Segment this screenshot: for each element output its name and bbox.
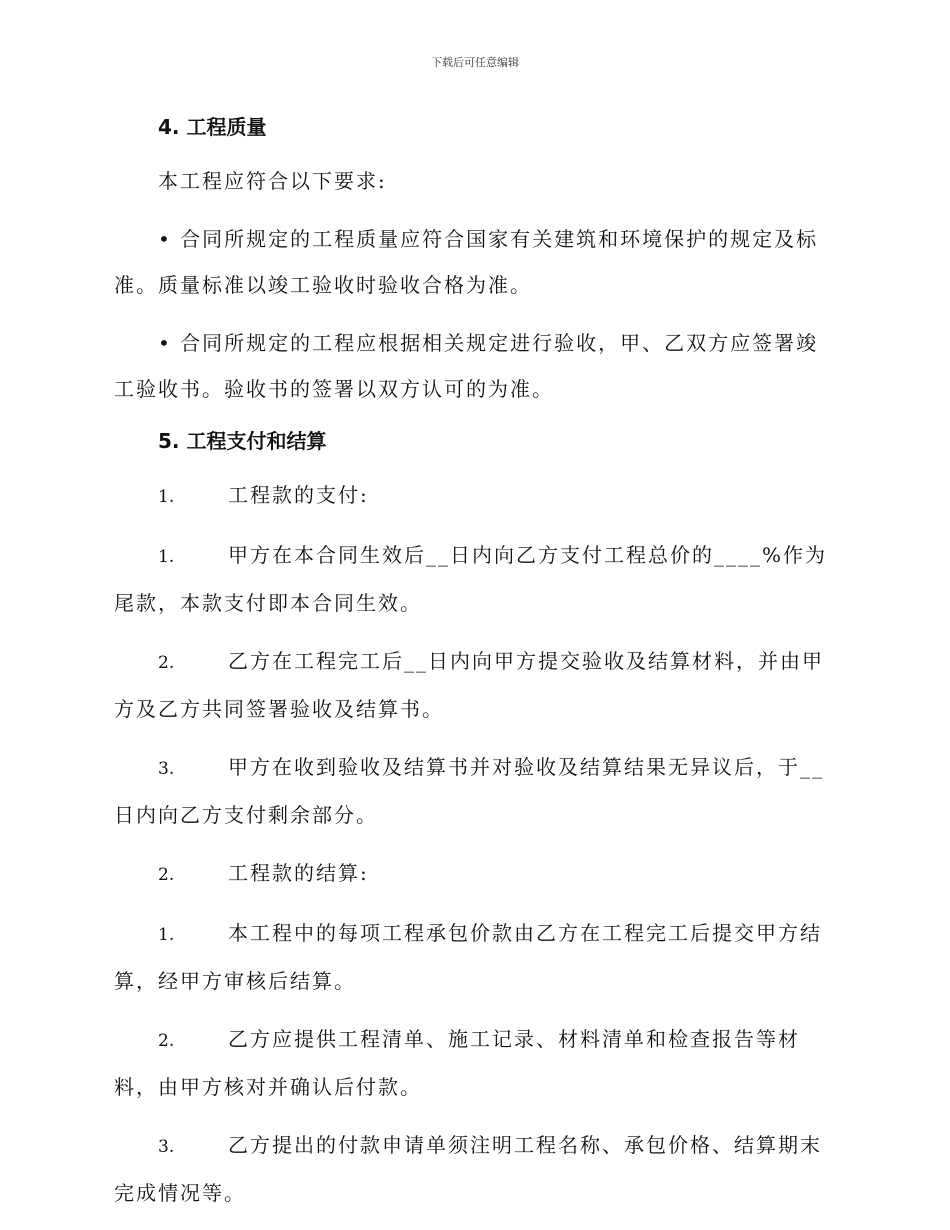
payment-heading-text: 工程款的支付: xyxy=(228,483,369,507)
section-4-bullet-2: • 合同所规定的工程应根据相关规定进行验收，甲、乙双方应签署竣工验收书。验收书的签署以双方认可的为准。 xyxy=(114,331,819,401)
settlement-item-3-text: 乙方提出的付款申请单须注明工程名称、承包价格、结算期末完成情况等。 xyxy=(114,1133,822,1205)
payment-item-3-text: 甲方在收到验收及结算书并对验收及结算结果无异议后，于__日内向乙方支付剩余部分。 xyxy=(114,755,824,827)
document-body xyxy=(114,110,834,1216)
payment-item-2-num: 2. xyxy=(158,653,175,673)
settlement-heading-num: 2. xyxy=(158,865,175,885)
payment-item-2-text: 乙方在工程完工后__日内向甲方提交验收及结算材料，并由甲方及乙方共同签署验收及结算书。 xyxy=(114,649,824,721)
payment-item-1-num: 1. xyxy=(158,547,175,567)
payment-item-1-text: 甲方在本合同生效后__日内向乙方支付工程总价的____%作为尾款，本款支付即本合同生效。 xyxy=(114,543,828,615)
payment-item-3 xyxy=(114,744,834,838)
section-4-intro: 本工程应符合以下要求: xyxy=(158,169,387,193)
settlement-item-1 xyxy=(114,910,834,1004)
settlement-item-1-num: 1. xyxy=(158,925,175,945)
settlement-item-2 xyxy=(114,1016,834,1110)
settlement-item-3-num: 3. xyxy=(158,1137,175,1157)
payment-heading xyxy=(114,472,834,520)
page-header: 下载后可任意编辑 xyxy=(431,56,519,69)
payment-item-2 xyxy=(114,638,834,732)
section-5-title: 5. 工程支付和结算 xyxy=(158,429,327,453)
section-4-title: 4. 工程质量 xyxy=(158,115,267,139)
settlement-item-2-text: 乙方应提供工程清单、施工记录、材料清单和检查报告等材料，由甲方核对并确认后付款。 xyxy=(114,1027,800,1099)
payment-item-3-num: 3. xyxy=(158,759,175,779)
payment-heading-num: 1. xyxy=(158,487,175,507)
section-4-bullet-1: • 合同所规定的工程质量应符合国家有关建筑和环境保护的规定及标准。质量标准以竣工验收时验收合格为准。 xyxy=(114,227,819,297)
payment-item-1 xyxy=(114,532,834,626)
settlement-heading-text: 工程款的结算: xyxy=(228,861,369,885)
settlement-item-2-num: 2. xyxy=(158,1031,175,1051)
settlement-item-1-text: 本工程中的每项工程承包价款由乙方在工程完工后提交甲方结算，经甲方审核后结算。 xyxy=(114,921,822,993)
settlement-item-3 xyxy=(114,1122,834,1216)
settlement-heading xyxy=(114,850,834,898)
